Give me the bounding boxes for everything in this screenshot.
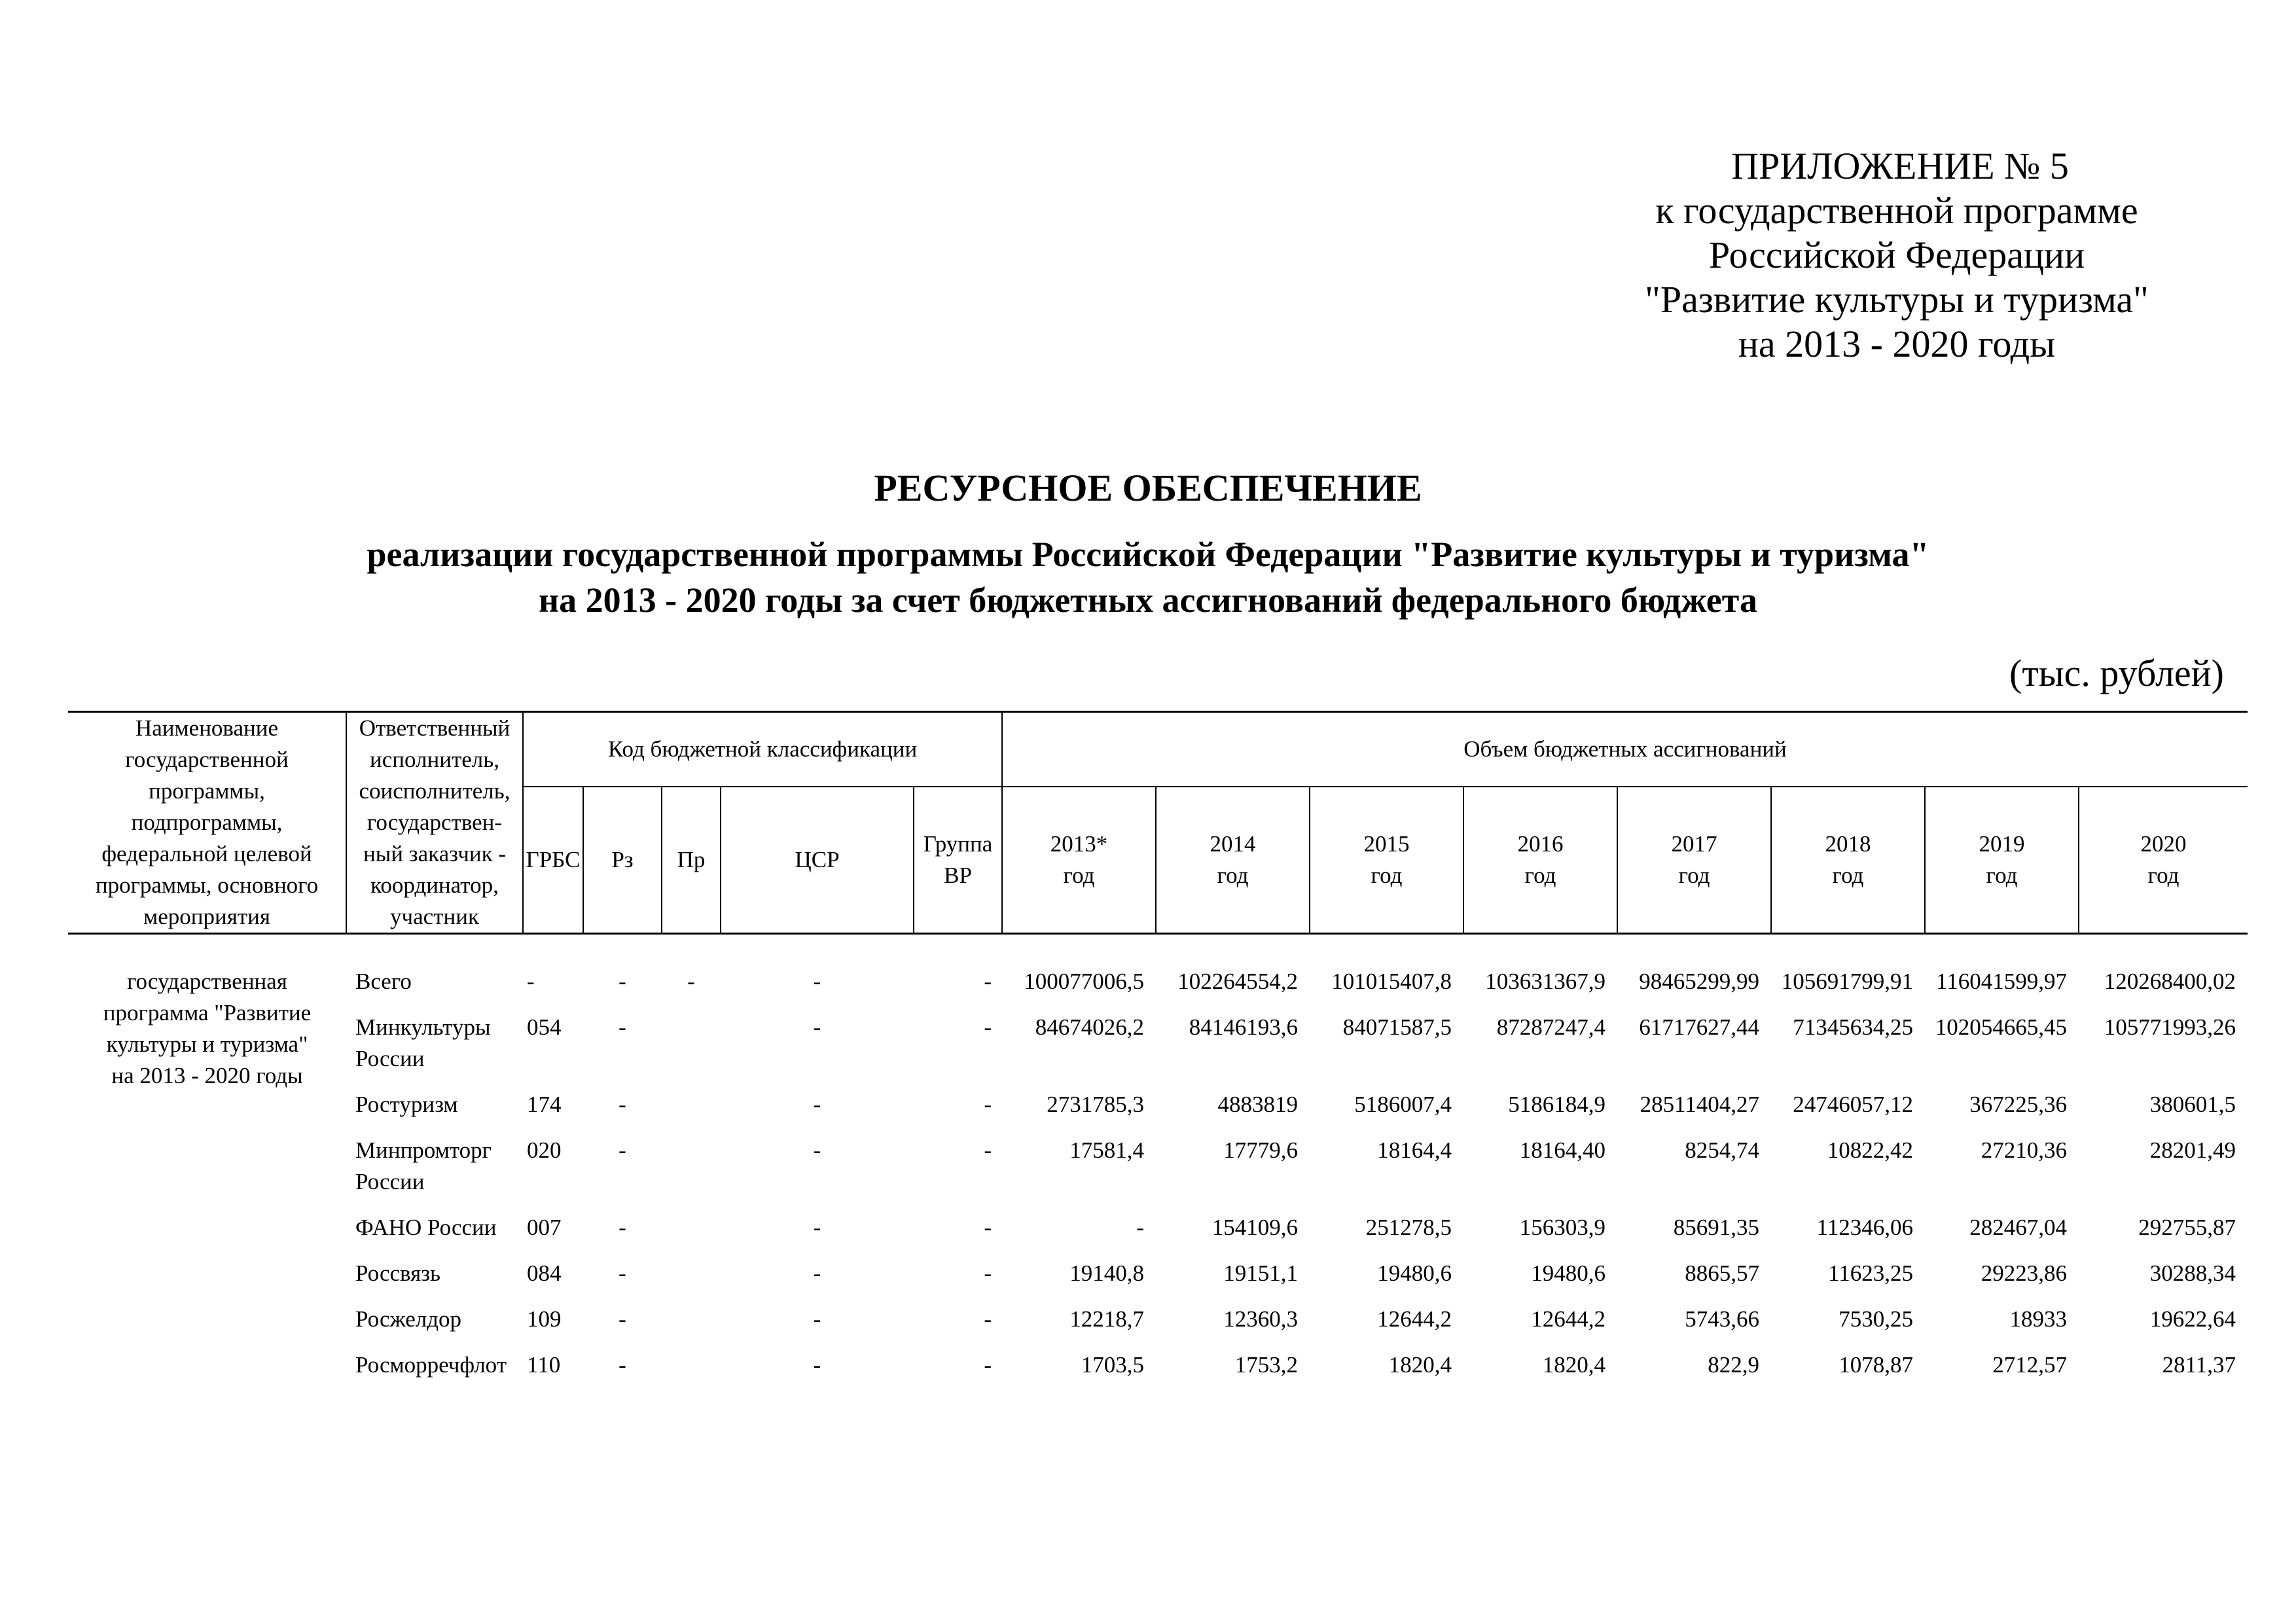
value-cell: 2731785,3 <box>1047 1092 1145 1117</box>
rz-cell: - <box>619 1092 626 1117</box>
header-year-value: 2016 <box>1517 831 1564 857</box>
text-line: Группа <box>923 831 993 857</box>
csr-cell: - <box>813 1352 821 1378</box>
vr-cell: - <box>984 1014 992 1040</box>
value-cell: 1078,87 <box>1839 1352 1914 1378</box>
header-year-value: 2017 <box>1671 831 1717 857</box>
budget-table <box>68 711 2248 1390</box>
appendix-line: Российской Федерации <box>1708 234 2085 276</box>
pr-cell <box>662 1344 721 1390</box>
value-cell: 2712,57 <box>1992 1352 2068 1378</box>
value-cell: 120268400,02 <box>2104 969 2236 994</box>
executor-cell <box>346 1253 523 1298</box>
header-year-unit: год <box>1832 863 1864 889</box>
header-rz: Рз <box>583 787 662 933</box>
value-cell: 156303,9 <box>1519 1215 1606 1240</box>
csr-cell: - <box>813 1014 821 1040</box>
text-line: России <box>355 1169 425 1194</box>
text-line: координатор, <box>370 872 499 898</box>
pr-cell <box>662 1007 721 1084</box>
header-year-unit: год <box>1678 863 1710 889</box>
value-cell: 84071587,5 <box>1342 1014 1452 1040</box>
executor-cell <box>346 1298 523 1344</box>
grbs-cell: 020 <box>527 1137 562 1163</box>
text-line: государствен- <box>367 810 503 835</box>
rz-cell: - <box>619 1215 626 1240</box>
header-year-unit: год <box>1063 863 1095 889</box>
value-cell: 19480,6 <box>1531 1260 1606 1286</box>
header-year-value: 2015 <box>1363 831 1410 857</box>
value-cell: 24746057,12 <box>1793 1092 1914 1117</box>
grbs-cell: 054 <box>527 1014 562 1040</box>
text-line: Минкультуры <box>355 1014 491 1040</box>
text-line: программы, <box>149 778 265 804</box>
appendix-line: к государственной программе <box>1655 189 2138 232</box>
executor-cell <box>346 1344 523 1390</box>
grbs-cell: 084 <box>527 1260 562 1286</box>
csr-cell: - <box>813 969 821 994</box>
vr-cell: - <box>984 1215 992 1240</box>
header-year-7 <box>2079 787 2248 933</box>
value-cell: 5186184,9 <box>1508 1092 1606 1117</box>
subtitle-line: на 2013 - 2020 годы за счет бюджетных ассигнований федерального бюджета <box>539 580 1757 620</box>
value-cell: 27210,36 <box>1981 1137 2068 1163</box>
value-cell: 12360,3 <box>1223 1306 1299 1332</box>
pr-cell <box>662 1130 721 1207</box>
header-vr <box>914 787 1002 933</box>
value-cell: 112346,06 <box>1816 1215 1914 1240</box>
value-cell: 84146193,6 <box>1189 1014 1299 1040</box>
value-cell: 8865,57 <box>1685 1260 1760 1286</box>
value-cell: 154109,6 <box>1211 1215 1299 1240</box>
header-year-value: 2013* <box>1050 831 1108 857</box>
text-line: исполнитель, <box>370 747 499 772</box>
value-cell: 18164,4 <box>1377 1137 1452 1163</box>
text-line: федеральной целевой <box>101 841 312 866</box>
table-row <box>68 1130 2248 1207</box>
header-year-value: 2019 <box>1979 831 2025 857</box>
text-line: ВР <box>944 863 972 889</box>
header-budget-code-group: Код бюджетной классификации <box>523 712 1002 787</box>
header-year-6 <box>1925 787 2079 933</box>
value-cell: 1703,5 <box>1081 1352 1145 1378</box>
table-row <box>68 1084 2248 1130</box>
value-cell: 18164,40 <box>1519 1137 1606 1163</box>
csr-cell: - <box>813 1260 821 1286</box>
header-grbs: ГРБС <box>523 787 583 933</box>
value-cell: 282467,04 <box>1969 1215 2068 1240</box>
value-cell: 101015407,8 <box>1331 969 1452 994</box>
pr-cell <box>662 1253 721 1298</box>
value-cell: 87287247,4 <box>1496 1014 1606 1040</box>
text-line: программа "Развитие <box>103 1000 312 1026</box>
value-cell: 12644,2 <box>1377 1306 1452 1332</box>
vr-cell: - <box>984 1260 992 1286</box>
pr-cell: - <box>687 969 695 994</box>
header-year-2 <box>1310 787 1463 933</box>
executor-cell <box>346 1007 523 1084</box>
spacer-row <box>68 934 2248 961</box>
value-cell: 12218,7 <box>1069 1306 1145 1332</box>
header-year-unit: год <box>1371 863 1403 889</box>
value-cell: 105771993,26 <box>2104 1014 2236 1040</box>
rz-cell: - <box>619 1137 626 1163</box>
value-cell: 19140,8 <box>1069 1260 1145 1286</box>
text-line: Минпромторг <box>355 1137 492 1163</box>
csr-cell: - <box>813 1137 821 1163</box>
text-line: ФАНО России <box>355 1215 497 1240</box>
appendix-line: на 2013 - 2020 годы <box>1738 323 2056 365</box>
text-line: на 2013 - 2020 годы <box>111 1063 303 1088</box>
value-cell: 19622,64 <box>2149 1306 2236 1332</box>
header-year-value: 2018 <box>1825 831 1871 857</box>
executor-cell <box>346 961 523 1007</box>
text-line: Наименование <box>135 715 279 741</box>
value-cell: 28511404,27 <box>1640 1092 1760 1117</box>
header-year-value: 2020 <box>2140 831 2187 857</box>
value-cell: 100077006,5 <box>1024 969 1145 994</box>
value-cell: 10822,42 <box>1827 1137 1914 1163</box>
document-title: РЕСУРСНОЕ ОБЕСПЕЧЕНИЕ <box>874 467 1422 509</box>
value-cell: 61717627,44 <box>1639 1014 1760 1040</box>
grbs-cell: - <box>527 969 535 994</box>
document-subtitle <box>0 531 2296 623</box>
text-line: Росморречфлот <box>355 1352 507 1378</box>
csr-cell: - <box>813 1306 821 1332</box>
value-cell: 17779,6 <box>1223 1137 1299 1163</box>
header-year-unit: год <box>2147 863 2179 889</box>
value-cell: 103631367,9 <box>1485 969 1606 994</box>
value-cell: 292755,87 <box>2138 1215 2236 1240</box>
value-cell: 1753,2 <box>1234 1352 1299 1378</box>
value-cell: 251278,5 <box>1365 1215 1452 1240</box>
table-row <box>68 1344 2248 1390</box>
subtitle-line: реализации государственной программы Российской Федерации "Развитие культуры и туризма" <box>367 535 1929 574</box>
value-cell: 4883819 <box>1217 1092 1299 1117</box>
appendix-line: "Развитие культуры и туризма" <box>1645 278 2149 321</box>
value-cell: 5743,66 <box>1685 1306 1760 1332</box>
value-cell: 18933 <box>2009 1306 2068 1332</box>
value-cell: 1820,4 <box>1388 1352 1452 1378</box>
value-cell: 102054665,45 <box>1935 1014 2068 1040</box>
header-year-4 <box>1617 787 1771 933</box>
value-cell: 84674026,2 <box>1035 1014 1145 1040</box>
value-cell: 5186007,4 <box>1354 1092 1452 1117</box>
text-line: мероприятия <box>143 904 270 929</box>
text-line: соисполнитель, <box>359 778 511 804</box>
value-cell: 7530,25 <box>1839 1306 1914 1332</box>
header-year-0 <box>1002 787 1156 933</box>
value-cell: 19480,6 <box>1377 1260 1452 1286</box>
executor-cell <box>346 1084 523 1130</box>
header-year-5 <box>1771 787 1925 933</box>
grbs-cell: 109 <box>527 1306 562 1332</box>
rz-cell: - <box>619 1260 626 1286</box>
pr-cell <box>662 1298 721 1344</box>
text-line: Россвязь <box>355 1260 440 1286</box>
units-label: (тыс. рублей) <box>2009 652 2224 694</box>
value-cell: 2811,37 <box>2162 1352 2236 1378</box>
vr-cell: - <box>984 1092 992 1117</box>
pr-cell <box>662 1207 721 1253</box>
csr-cell: - <box>813 1092 821 1117</box>
value-cell: 71345634,25 <box>1793 1014 1914 1040</box>
value-cell: - <box>1136 1215 1145 1240</box>
header-year-1 <box>1156 787 1310 933</box>
appendix-block <box>1602 144 2191 366</box>
value-cell: 822,9 <box>1708 1352 1760 1378</box>
executor-cell <box>346 1130 523 1207</box>
value-cell: 380601,5 <box>2149 1092 2236 1117</box>
table-row <box>68 1007 2248 1084</box>
value-cell: 105691799,91 <box>1781 969 1914 994</box>
value-cell: 367225,36 <box>1969 1092 2068 1117</box>
vr-cell: - <box>984 1137 992 1163</box>
text-line: России <box>355 1046 425 1071</box>
grbs-cell: 174 <box>527 1092 562 1117</box>
header-year-unit: год <box>1217 863 1249 889</box>
text-line: культуры и туризма" <box>106 1031 308 1057</box>
text-line: подпрограммы, <box>131 810 283 835</box>
header-executor <box>346 712 523 934</box>
value-cell: 17581,4 <box>1069 1137 1145 1163</box>
value-cell: 116041599,97 <box>1936 969 2068 994</box>
value-cell: 11623,25 <box>1828 1260 1914 1286</box>
header-volume-group: Объем бюджетных ассигнований <box>1002 712 2248 787</box>
value-cell: 19151,1 <box>1223 1260 1299 1286</box>
value-cell: 12644,2 <box>1531 1306 1606 1332</box>
program-name-cell <box>68 961 346 1390</box>
header-year-unit: год <box>1524 863 1556 889</box>
table-row <box>68 961 2248 1007</box>
vr-cell: - <box>984 1306 992 1332</box>
table-row <box>68 1253 2248 1298</box>
text-line: Ростуризм <box>355 1092 458 1117</box>
grbs-cell: 110 <box>527 1352 561 1378</box>
value-cell: 30288,34 <box>2149 1260 2236 1286</box>
header-year-unit: год <box>1986 863 2018 889</box>
vr-cell: - <box>984 1352 992 1378</box>
rz-cell: - <box>619 1014 626 1040</box>
header-csr: ЦСР <box>721 787 914 933</box>
grbs-cell: 007 <box>527 1215 562 1240</box>
text-line: государственная <box>127 969 287 994</box>
rz-cell: - <box>619 969 626 994</box>
text-line: Всего <box>355 969 412 994</box>
table-row <box>68 1298 2248 1344</box>
csr-cell: - <box>813 1215 821 1240</box>
header-name <box>68 712 346 934</box>
text-line: ный заказчик - <box>363 841 506 866</box>
text-line: программы, основного <box>95 872 319 898</box>
value-cell: 98465299,99 <box>1639 969 1760 994</box>
table-row <box>68 1207 2248 1253</box>
value-cell: 28201,49 <box>2149 1137 2236 1163</box>
text-line: государственной <box>125 747 289 772</box>
executor-cell <box>346 1207 523 1253</box>
header-year-value: 2014 <box>1210 831 1256 857</box>
text-line: Росжелдор <box>355 1306 462 1332</box>
rz-cell: - <box>619 1352 626 1378</box>
vr-cell: - <box>984 969 992 994</box>
text-line: Ответственный <box>359 715 511 741</box>
value-cell: 8254,74 <box>1685 1137 1760 1163</box>
text-line: участник <box>390 904 479 929</box>
pr-cell <box>662 1084 721 1130</box>
header-year-3 <box>1463 787 1617 933</box>
rz-cell: - <box>619 1306 626 1332</box>
value-cell: 85691,35 <box>1673 1215 1760 1240</box>
appendix-title: ПРИЛОЖЕНИЕ № 5 <box>1731 145 2069 187</box>
value-cell: 102264554,2 <box>1177 969 1299 994</box>
value-cell: 29223,86 <box>1981 1260 2068 1286</box>
header-pr: Пр <box>662 787 721 933</box>
value-cell: 1820,4 <box>1542 1352 1606 1378</box>
